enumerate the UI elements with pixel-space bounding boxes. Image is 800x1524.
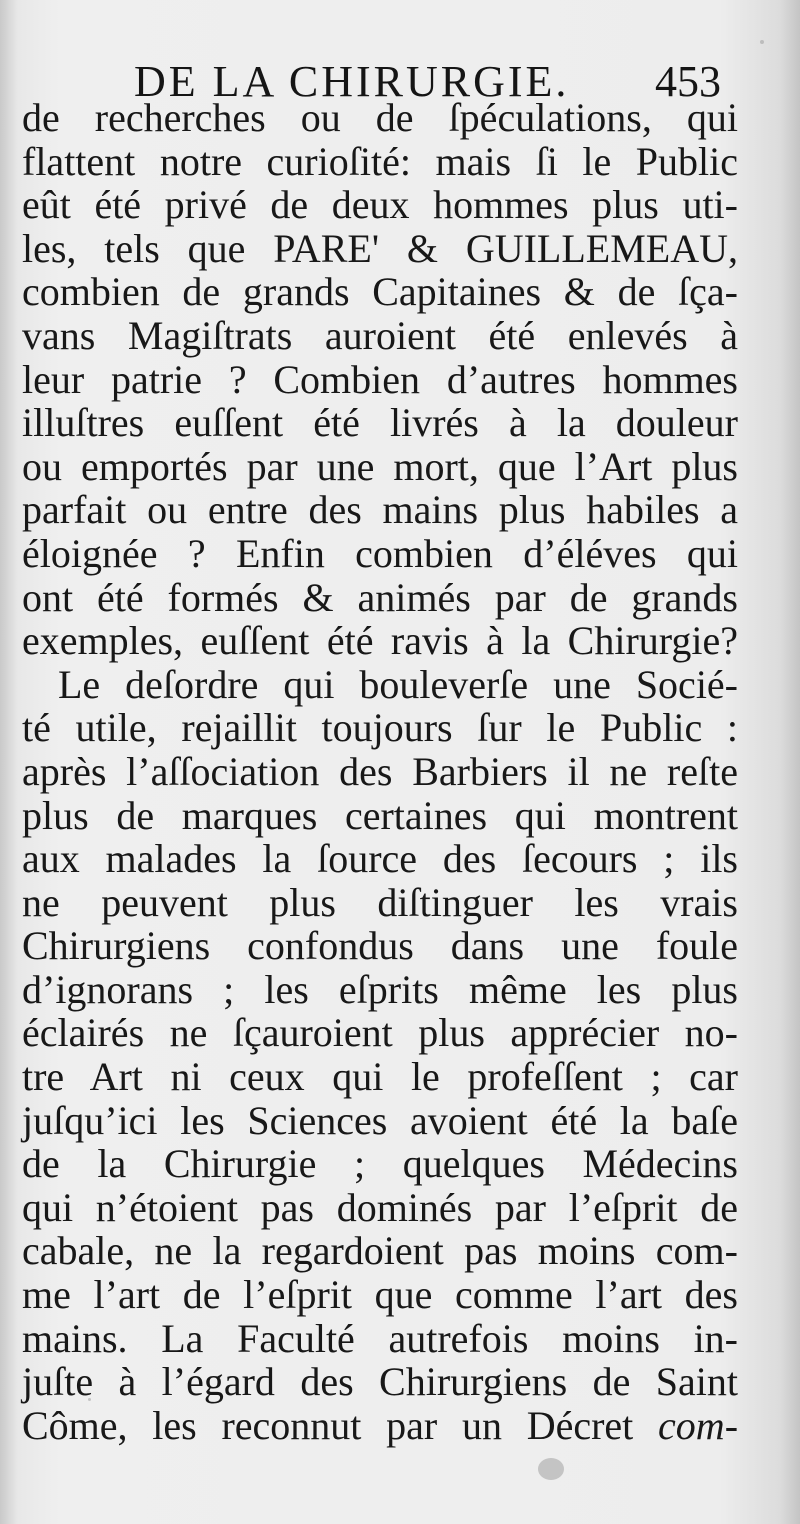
text-line: ne peuvent plus diſtinguer les vrais xyxy=(22,879,738,925)
text-line: plus de marques certaines qui montrent xyxy=(22,792,738,838)
text-line: les, tels que PARE' & GUILLEMEAU, xyxy=(22,225,738,271)
text-line-content: Côme, les reconnut par un Décret xyxy=(22,1402,634,1448)
paragraph-first-line: Le deſordre qui bouleverſe une Socié- xyxy=(58,661,738,707)
text-line: eût été privé de deux hommes plus uti- xyxy=(22,182,738,228)
text-line: éclairés ne ſçauroient plus apprécier no- xyxy=(22,1010,738,1056)
text-line: combien de grands Capitaines & de ſça- xyxy=(22,269,738,315)
text-line: ou emportés par une mort, que l’Art plus xyxy=(22,443,738,489)
paper-speck xyxy=(538,1458,564,1480)
text-line: tre Art ni ceux qui le profeſſent ; car xyxy=(22,1054,738,1100)
text-line: vans Magiſtrats auroient été enlevés à xyxy=(22,312,738,358)
text-line: de recherches ou de ſpéculations, qui xyxy=(22,95,738,140)
text-line: de la Chirurgie ; quelques Médecins xyxy=(22,1141,738,1187)
text-line: leur patrie ? Combien d’autres hommes xyxy=(22,356,738,402)
text-line: Chirurgiens confondus dans une foule xyxy=(22,923,738,969)
text-line: ont été formés & animés par de grands xyxy=(22,574,738,620)
text-line: té utile, rejaillit toujours ſur le Public : xyxy=(22,705,738,751)
catchword: com- xyxy=(658,1402,739,1448)
text-line-with-catchword xyxy=(22,1404,738,1448)
text-line: aux malades la ſource des ſecours ; ils xyxy=(22,836,738,882)
text-line: juſte à l’égard des Chirurgiens de Saint xyxy=(22,1359,738,1405)
running-title: DE LA CHIRURGIE. xyxy=(134,57,570,106)
text-line: illuſtres euſſent été livrés à la douleur xyxy=(22,400,738,446)
page-number: 453 xyxy=(655,57,721,106)
text-line: qui n’étoient pas dominés par l’eſprit de xyxy=(22,1184,738,1230)
text-line: après l’aſſociation des Barbiers il ne reſte xyxy=(22,748,738,794)
text-line: parfait ou entre des mains plus habiles a xyxy=(22,487,738,533)
text-line: mains. La Faculté autrefois moins in- xyxy=(22,1315,738,1361)
body-text xyxy=(22,96,738,1447)
text-line: éloignée ? Enfin combien d’éléves qui xyxy=(22,530,738,576)
text-line: juſqu’ici les Sciences avoient été la baſe xyxy=(22,1097,738,1143)
text-line: flattent notre curioſité: mais ſi le Public xyxy=(22,138,738,184)
text-line: exemples, euſſent été ravis à la Chirurgie? xyxy=(22,618,738,664)
text-line: cabale, ne la regardoient pas moins com- xyxy=(22,1228,738,1274)
text-line: me l’art de l’eſprit que comme l’art des xyxy=(22,1272,738,1318)
text-line: d’ignorans ; les eſprits même les plus xyxy=(22,966,738,1012)
